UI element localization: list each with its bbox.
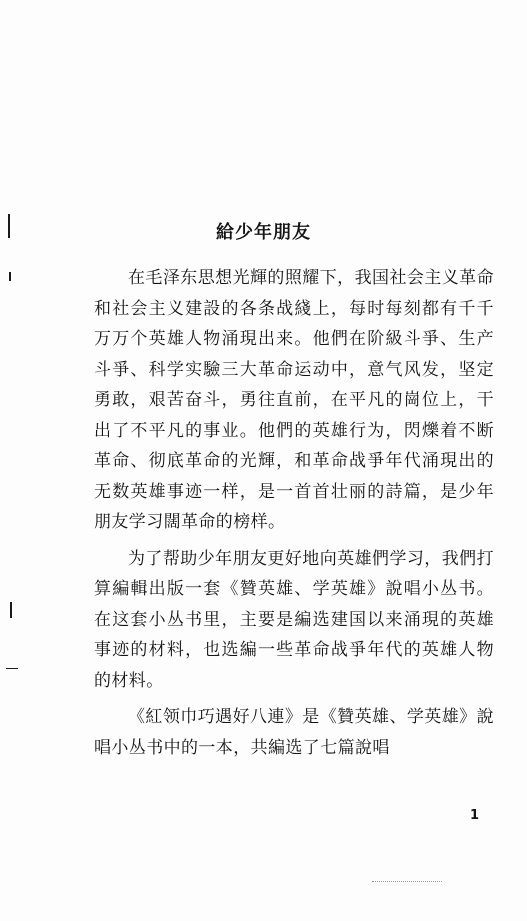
paragraph: 为了帮助少年朋友更好地向英雄們学习，我們打算編輯出版一套《贊英雄、学英雄》說唱小丛书。在这套小丛书里，主要是編选建国以来涌現的英雄事迹的材料，也选編一些革命战爭年代的英雄人物的材料。 (94, 548, 494, 691)
page-title: 給少年朋友 (216, 222, 311, 244)
paragraph: 《紅领巾巧遇好八連》是《贊英雄、学英雄》說唱小丛书中的一本，共編选了七篇說唱 (94, 707, 494, 758)
page-number: 1 (470, 808, 480, 823)
scan-dust (372, 881, 442, 883)
margin-speck (9, 272, 11, 281)
body-text (94, 263, 494, 769)
margin-speck (6, 668, 18, 669)
margin-speck (10, 602, 12, 618)
paragraph: 在毛泽东思想光輝的照耀下，我国社会主义革命和社会主义建設的各条战綫上，每时每刻都有千千万万个英雄人物涌現出来。他們在阶級斗爭、生产斗爭、科学实驗三大革命运动中，意气风发，坚定勇敢，艰苦奋斗，勇往直前，在平凡的崗位上，干出了不平凡的事业。他們的英雄行为，閃爍着不断革命、彻底革命的光輝，和革命战爭年代涌現出的无数英雄事迹一样，是一首首壮丽的詩篇，是少年朋友学习闊革命的榜样。 (94, 268, 494, 532)
